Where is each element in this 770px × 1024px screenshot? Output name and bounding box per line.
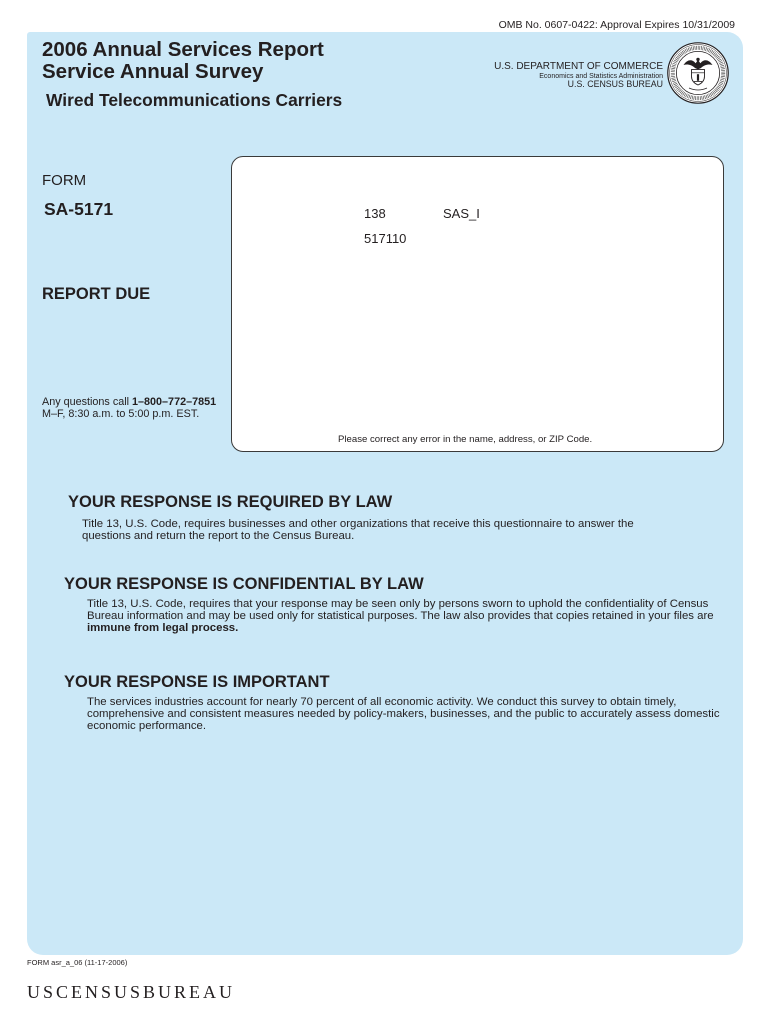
label-correction-note: Please correct any error in the name, address, or ZIP Code. xyxy=(338,434,593,445)
label-code-1: 138 xyxy=(364,206,386,221)
survey-cover-panel xyxy=(27,32,743,955)
form-label: FORM xyxy=(42,172,87,189)
report-title-line2: Service Annual Survey xyxy=(42,60,264,83)
omb-approval-notice: OMB No. 0607-0422: Approval Expires 10/31/2009 xyxy=(498,19,735,31)
notice-heading: YOUR RESPONSE IS CONFIDENTIAL BY LAW xyxy=(64,575,424,593)
label-code-3: 517110 xyxy=(364,231,407,246)
census-bureau-wordmark: USCENSUSBUREAU xyxy=(27,982,236,1002)
contact-phone-number: 1–800–772–7851 xyxy=(132,396,217,408)
notice-text-line: comprehensive and consistent measures needed by policy-makers, businesses, and the public to accurately assess domestic xyxy=(87,707,720,720)
notice-text-line: Bureau information and may be used only for statistical purposes. The law also provides that copies retained in your files are xyxy=(87,609,714,622)
seal-eagle-head xyxy=(696,58,699,61)
notice-emphasis-line: immune from legal process. xyxy=(87,621,239,634)
notice-text-line: The services industries account for nearly 70 percent of all economic activity. We conduct this survey to obtain timely, xyxy=(87,695,677,708)
notice-heading: YOUR RESPONSE IS REQUIRED BY LAW xyxy=(68,493,393,511)
notice-text-line: Title 13, U.S. Code, requires that your response may be seen only by persons sworn to uphold the confidentiality of Census xyxy=(87,597,709,610)
agency-administration: Economics and Statistics Administration xyxy=(539,73,663,80)
industry-subtitle: Wired Telecommunications Carriers xyxy=(46,90,343,110)
mailing-label-box xyxy=(231,156,724,452)
contact-prefix: Any questions call xyxy=(42,396,133,408)
commerce-seal-icon xyxy=(667,42,729,104)
agency-department: U.S. DEPARTMENT OF COMMERCE xyxy=(494,61,663,72)
seal-lighthouse xyxy=(697,74,699,81)
notice-text-line: Title 13, U.S. Code, requires businesses and other organizations that receive this questionnaire to answer the xyxy=(82,517,634,530)
notice-heading: YOUR RESPONSE IS IMPORTANT xyxy=(64,673,330,691)
form-revision-code: FORM asr_a_06 (11-17-2006) xyxy=(27,958,128,967)
label-code-2: SAS_I xyxy=(443,206,480,221)
notice-text-line: economic performance. xyxy=(87,719,207,732)
report-due-label: REPORT DUE xyxy=(42,285,151,303)
form-number: SA-5171 xyxy=(44,199,114,219)
notice-text-line: questions and return the report to the Census Bureau. xyxy=(82,529,355,542)
contact-hours: M–F, 8:30 a.m. to 5:00 p.m. EST. xyxy=(42,408,200,420)
contact-phone-line xyxy=(42,397,216,408)
agency-bureau: U.S. CENSUS BUREAU xyxy=(567,79,663,89)
report-title-line1: 2006 Annual Services Report xyxy=(42,38,324,61)
